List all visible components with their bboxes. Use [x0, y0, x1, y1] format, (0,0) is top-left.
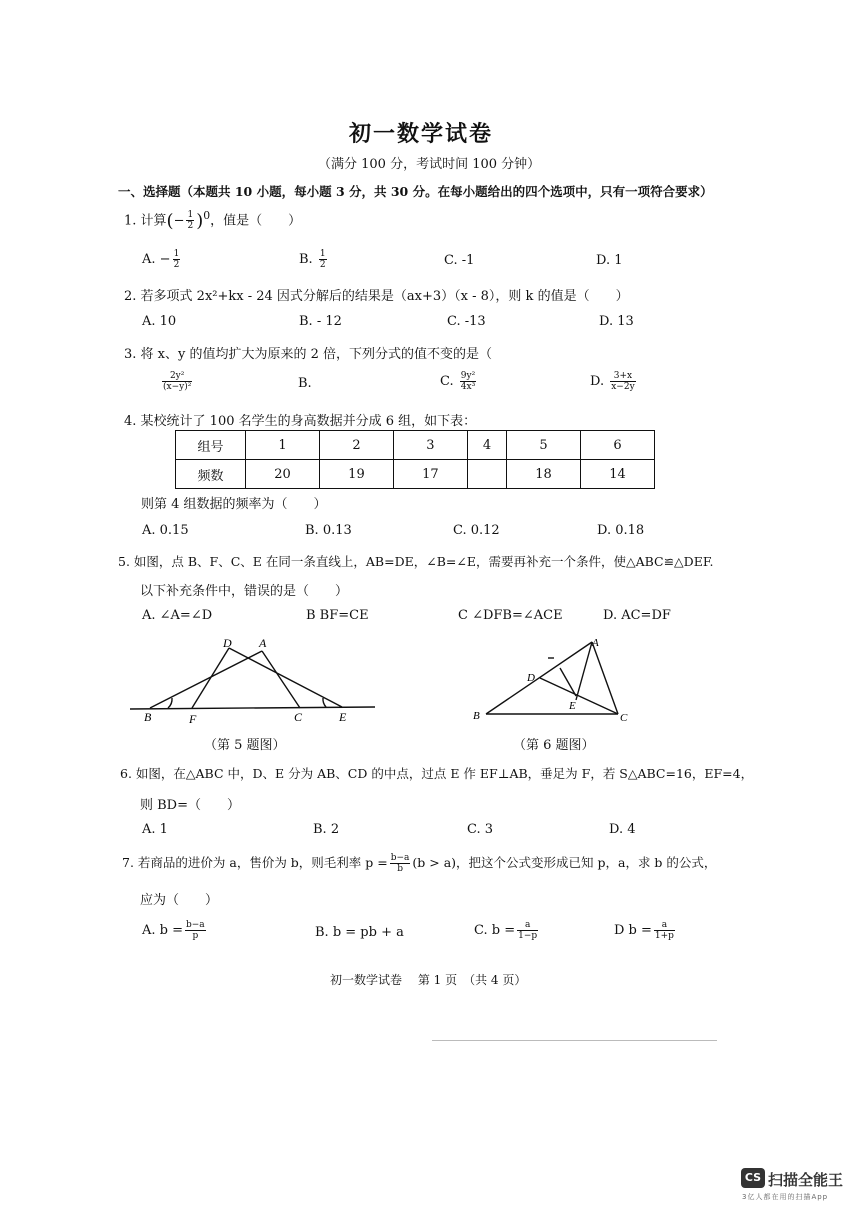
q1-option-b[interactable]: B. $\frac{1}{2}$: [299, 249, 326, 270]
q7-option-d[interactable]: D b = $\frac{a}{1+p}$: [614, 920, 674, 941]
q1-base-fraction: $\frac{1}{2}$: [187, 210, 194, 232]
question-5-line-1: 5. 如图，点 B、F、C、E 在同一条直线上，AB=DE，∠B=∠E，需要再补充一个条件，使△ABC≌△DEF.: [118, 554, 714, 569]
q6-option-d[interactable]: D. 4: [609, 822, 636, 837]
figure-5: [110, 630, 390, 730]
watermark-tagline: 3亿人都在用的扫描App: [742, 1193, 829, 1201]
label-d: D: [223, 636, 232, 650]
label-b: B: [144, 710, 152, 724]
q4-option-d[interactable]: D. 0.18: [597, 523, 645, 538]
q5-option-c[interactable]: C ∠DFB=∠ACE: [458, 608, 563, 623]
q2-option-a[interactable]: A. 10: [142, 314, 177, 329]
table-cell: 5: [507, 431, 581, 460]
section-heading: 一、选择题（本题共 10 小题，每小题 3 分，共 30 分。在每小题给出的四个选项中，只有一项符合要求）: [118, 184, 713, 199]
question-4-stem: 4. 某校统计了 100 名学生的身高数据并分成 6 组，如下表：: [124, 414, 477, 429]
q1-option-d[interactable]: D. 1: [596, 253, 623, 268]
q2-option-d[interactable]: D. 13: [599, 314, 634, 329]
q7-option-c[interactable]: C. b = $\frac{a}{1-p}$: [474, 920, 538, 941]
q1-option-c[interactable]: C. -1: [444, 253, 475, 268]
q6-option-b[interactable]: B. 2: [313, 822, 340, 837]
question-1-stem: 1. 计算(− $\frac{1}{2}$ )$^0$，值是（ ）: [124, 209, 302, 232]
table-cell: 组号: [176, 431, 246, 460]
label-a: A: [259, 636, 267, 650]
label-e: E: [569, 700, 576, 712]
q7-option-b[interactable]: B. b = pb + a: [315, 925, 404, 940]
q4-option-a[interactable]: A. 0.15: [142, 523, 189, 538]
table-cell: 6: [581, 431, 655, 460]
question-4-ask: 则第 4 组数据的频率为（ ）: [141, 497, 327, 512]
table-cell: 2: [319, 431, 393, 460]
question-7-line-2: 应为（ ）: [140, 893, 219, 908]
q5-option-a[interactable]: A. ∠A=∠D: [142, 608, 213, 623]
q2-option-c[interactable]: C. -13: [447, 314, 486, 329]
figure-6-caption: （第 6 题图）: [513, 738, 595, 753]
q5-option-b[interactable]: B BF=CE: [306, 608, 369, 623]
table-cell: [467, 460, 506, 489]
page-footer: 初一数学试卷 第 1 页 （共 4 页）: [330, 973, 527, 987]
q3-option-a[interactable]: $\frac{\text{2y²}}{\text{(x−y)²}}$: [163, 371, 192, 392]
figure-5-caption: （第 5 题图）: [204, 738, 286, 753]
label-f: F: [189, 712, 197, 726]
q2-option-b[interactable]: B. - 12: [299, 314, 342, 329]
question-6-line-1: 6. 如图，在△ABC 中，D、E 分为 AB、CD 的中点，过点 E 作 EF⊥AB，垂足为 F，若 S△ABC=16，EF=4，: [120, 766, 754, 781]
question-3-stem: 3. 将 x、y 的值均扩大为原来的 2 倍，下列分式的值不变的是（: [124, 347, 493, 362]
q4-option-b[interactable]: B. 0.13: [305, 523, 352, 538]
table-cell: 3: [393, 431, 467, 460]
question-5-line-2: 以下补充条件中，错误的是（ ）: [140, 584, 349, 599]
table-row: [176, 431, 655, 460]
table-cell: 4: [467, 431, 506, 460]
table-cell: 20: [246, 460, 320, 489]
q1-exponent: 0: [203, 209, 211, 222]
watermark-name: 扫描全能王: [768, 1171, 844, 1189]
label-e: E: [339, 710, 347, 724]
q1-stem-prefix: 1. 计算: [124, 213, 167, 229]
table-cell: 18: [507, 460, 581, 489]
table-cell: 17: [393, 460, 467, 489]
q1-stem-suffix: ，值是（ ）: [210, 213, 302, 229]
q4-option-c[interactable]: C. 0.12: [453, 523, 500, 538]
q3-option-c[interactable]: C. $\frac{\text{9y²}}{\text{4x³}}$: [440, 371, 476, 392]
q1-option-a[interactable]: A. − $\frac{1}{2}$: [142, 249, 180, 270]
q7-option-a[interactable]: A. b = $\frac{b-a}{p}$: [142, 920, 205, 941]
figure-6: [468, 630, 638, 730]
question-7-line-1: 7. 若商品的进价为 a，售价为 b，则毛利率 p = $\frac{b-a}{b}$ (b > a)，把这个公式变形成已知 p，a，求 b 的公式，: [122, 853, 717, 874]
table-row: [176, 460, 655, 489]
frequency-table: [175, 430, 655, 489]
q3-option-b[interactable]: B.: [298, 376, 312, 391]
q3-option-d[interactable]: D. $\frac{3+x}{x-2y}$: [590, 371, 635, 392]
q7-formula-fraction: $\frac{b-a}{b}$: [390, 853, 410, 874]
table-cell: 19: [319, 460, 393, 489]
label-a: A: [592, 637, 599, 649]
label-b: B: [473, 710, 480, 722]
question-2-stem: 2. 若多项式 2x²+kx - 24 因式分解后的结果是（ax+3）（x - 8），则 k 的值是（ ）: [124, 289, 629, 304]
label-d: D: [527, 672, 535, 684]
table-cell: 14: [581, 460, 655, 489]
scan-artifact-line: [432, 1040, 717, 1041]
table-cell: 频数: [176, 460, 246, 489]
page-subtitle: （满分 100 分，考试时间 100 分钟）: [318, 157, 541, 172]
label-c: C: [294, 710, 303, 724]
q6-option-c[interactable]: C. 3: [467, 822, 494, 837]
q5-option-d[interactable]: D. AC=DF: [603, 608, 671, 623]
question-6-line-2: 则 BD=（ ）: [140, 798, 241, 813]
label-c: C: [620, 712, 628, 724]
page-title: 初一数学试卷: [349, 121, 494, 147]
q6-option-a[interactable]: A. 1: [142, 822, 168, 837]
camscanner-logo-icon: CS: [741, 1168, 765, 1188]
table-cell: 1: [246, 431, 320, 460]
